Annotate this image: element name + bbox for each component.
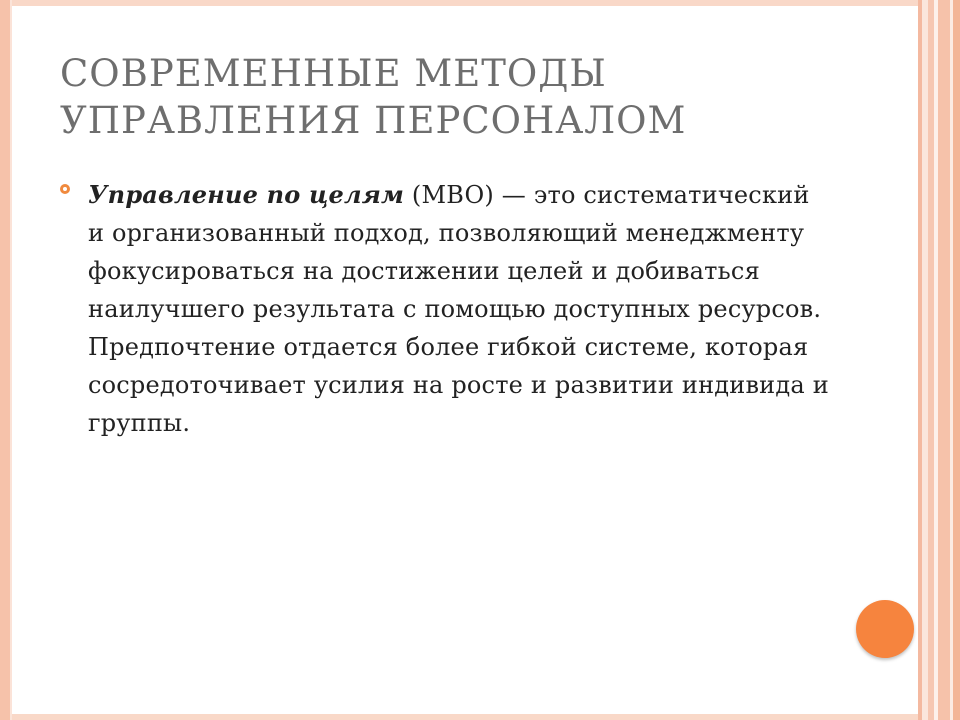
left-border-inner	[10, 0, 12, 720]
bullet-text	[88, 176, 830, 442]
bullet-item	[60, 176, 830, 442]
circle-bullet-icon	[60, 184, 70, 194]
right-border-stripe	[953, 0, 960, 720]
left-border	[0, 0, 10, 720]
top-border	[0, 0, 960, 6]
bullet-term: Управление по целям	[88, 180, 405, 209]
orange-circle-decoration	[856, 600, 914, 658]
slide-title: СОВРЕМЕННЫЕ МЕТОДЫ УПРАВЛЕНИЯ ПЕРСОНАЛОМ	[60, 52, 687, 142]
bullet-body: (MBO) — это систематический и организованный подход, позволяющий менеджменту фокусироваться на достижении целей и добиваться наилучшего результата с помощью доступных ресурсов. Предпочтение отдается более гибкой системе, которая сосредоточивает усилия на росте и развитии индивида и группы.	[88, 181, 829, 437]
bottom-border	[0, 714, 960, 720]
right-border-stripe	[938, 0, 950, 720]
